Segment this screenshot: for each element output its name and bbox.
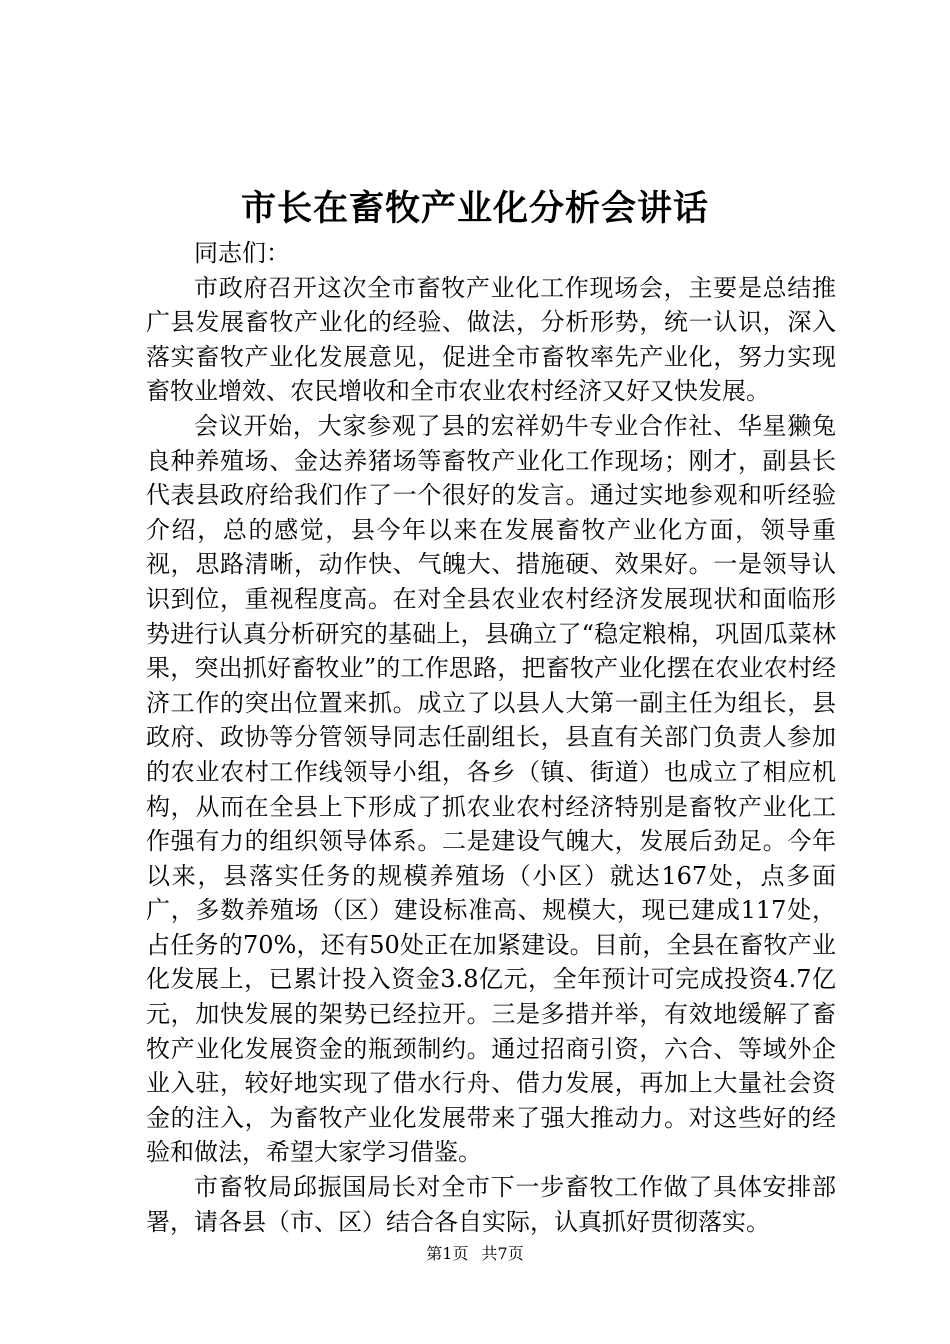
paragraph-1: 市政府召开这次全市畜牧产业化工作现场会，主要是总结推广县发展畜牧产业化的经验、做法，分析形势，统一认识，深入落实畜牧产业化发展意见，促进全市畜牧率先产业化，努力实现畜牧业增效、农民增收和全市农业农村经济又好又快发展。 — [146, 273, 836, 406]
salutation: 同志们： — [194, 239, 290, 267]
paragraph-3: 市畜牧局邱振国局长对全市下一步畜牧工作做了具体安排部署，请各县（市、区）结合各自实际，认真抓好贯彻落实。 — [146, 1173, 836, 1236]
document-title: 市长在畜牧产业化分析会讲话 — [240, 188, 709, 229]
paragraph-2: 会议开始，大家参观了县的宏祥奶牛专业合作社、华星獭兔良种养殖场、金达养猪场等畜牧产业化工作现场；刚才，副县长代表县政府给我们作了一个很好的发言。通过实地参观和听经验介绍，总的感觉，县今年以来在发展畜牧产业化方面，领导重视，思路清晰，动作快、气魄大、措施硬、效果好。一是领导认识到位，重视程度高。在对全县农业农村经济发展现状和面临形势进行认真分析研究的基础上，县确立了“稳定粮棉，巩固瓜菜林果，突出抓好畜牧业”的工作思路，把畜牧产业化摆在农业农村经济工作的突出位置来抓。成立了以县人大第一副主任为组长，县政府、政协等分管领导同志任副组长，县直有关部门负责人参加的农业农村工作线领导小组，各乡（镇、街道）也成立了相应机构，从而在全县上下形成了抓农业农村经济特别是畜牧产业化工作强有力的组织领导体系。二是建设气魄大，发展后劲足。今年以来，县落实任务的规模养殖场（小区）就达167处，点多面广，多数养殖场（区）建设标准高、规模大，现已建成117处，占任务的70%，还有50处正在加紧建设。目前，全县在畜牧产业化发展上，已累计投入资金3.8亿元，全年预计可完成投资4.7亿元，加快发展的架势已经拉开。三是多措并举，有效地缓解了畜牧产业化发展资金的瓶颈制约。通过招商引资，六合、等域外企业入驻，较好地实现了借水行舟、借力发展，再加上大量社会资金的注入，为畜牧产业化发展带来了强大推动力。对这些好的经验和做法，希望大家学习借鉴。 — [146, 411, 836, 1167]
page-footer — [0, 1244, 950, 1264]
page-number: 第1页 — [426, 1244, 469, 1263]
page-total: 共7页 — [481, 1244, 524, 1263]
document-body — [146, 236, 836, 1239]
